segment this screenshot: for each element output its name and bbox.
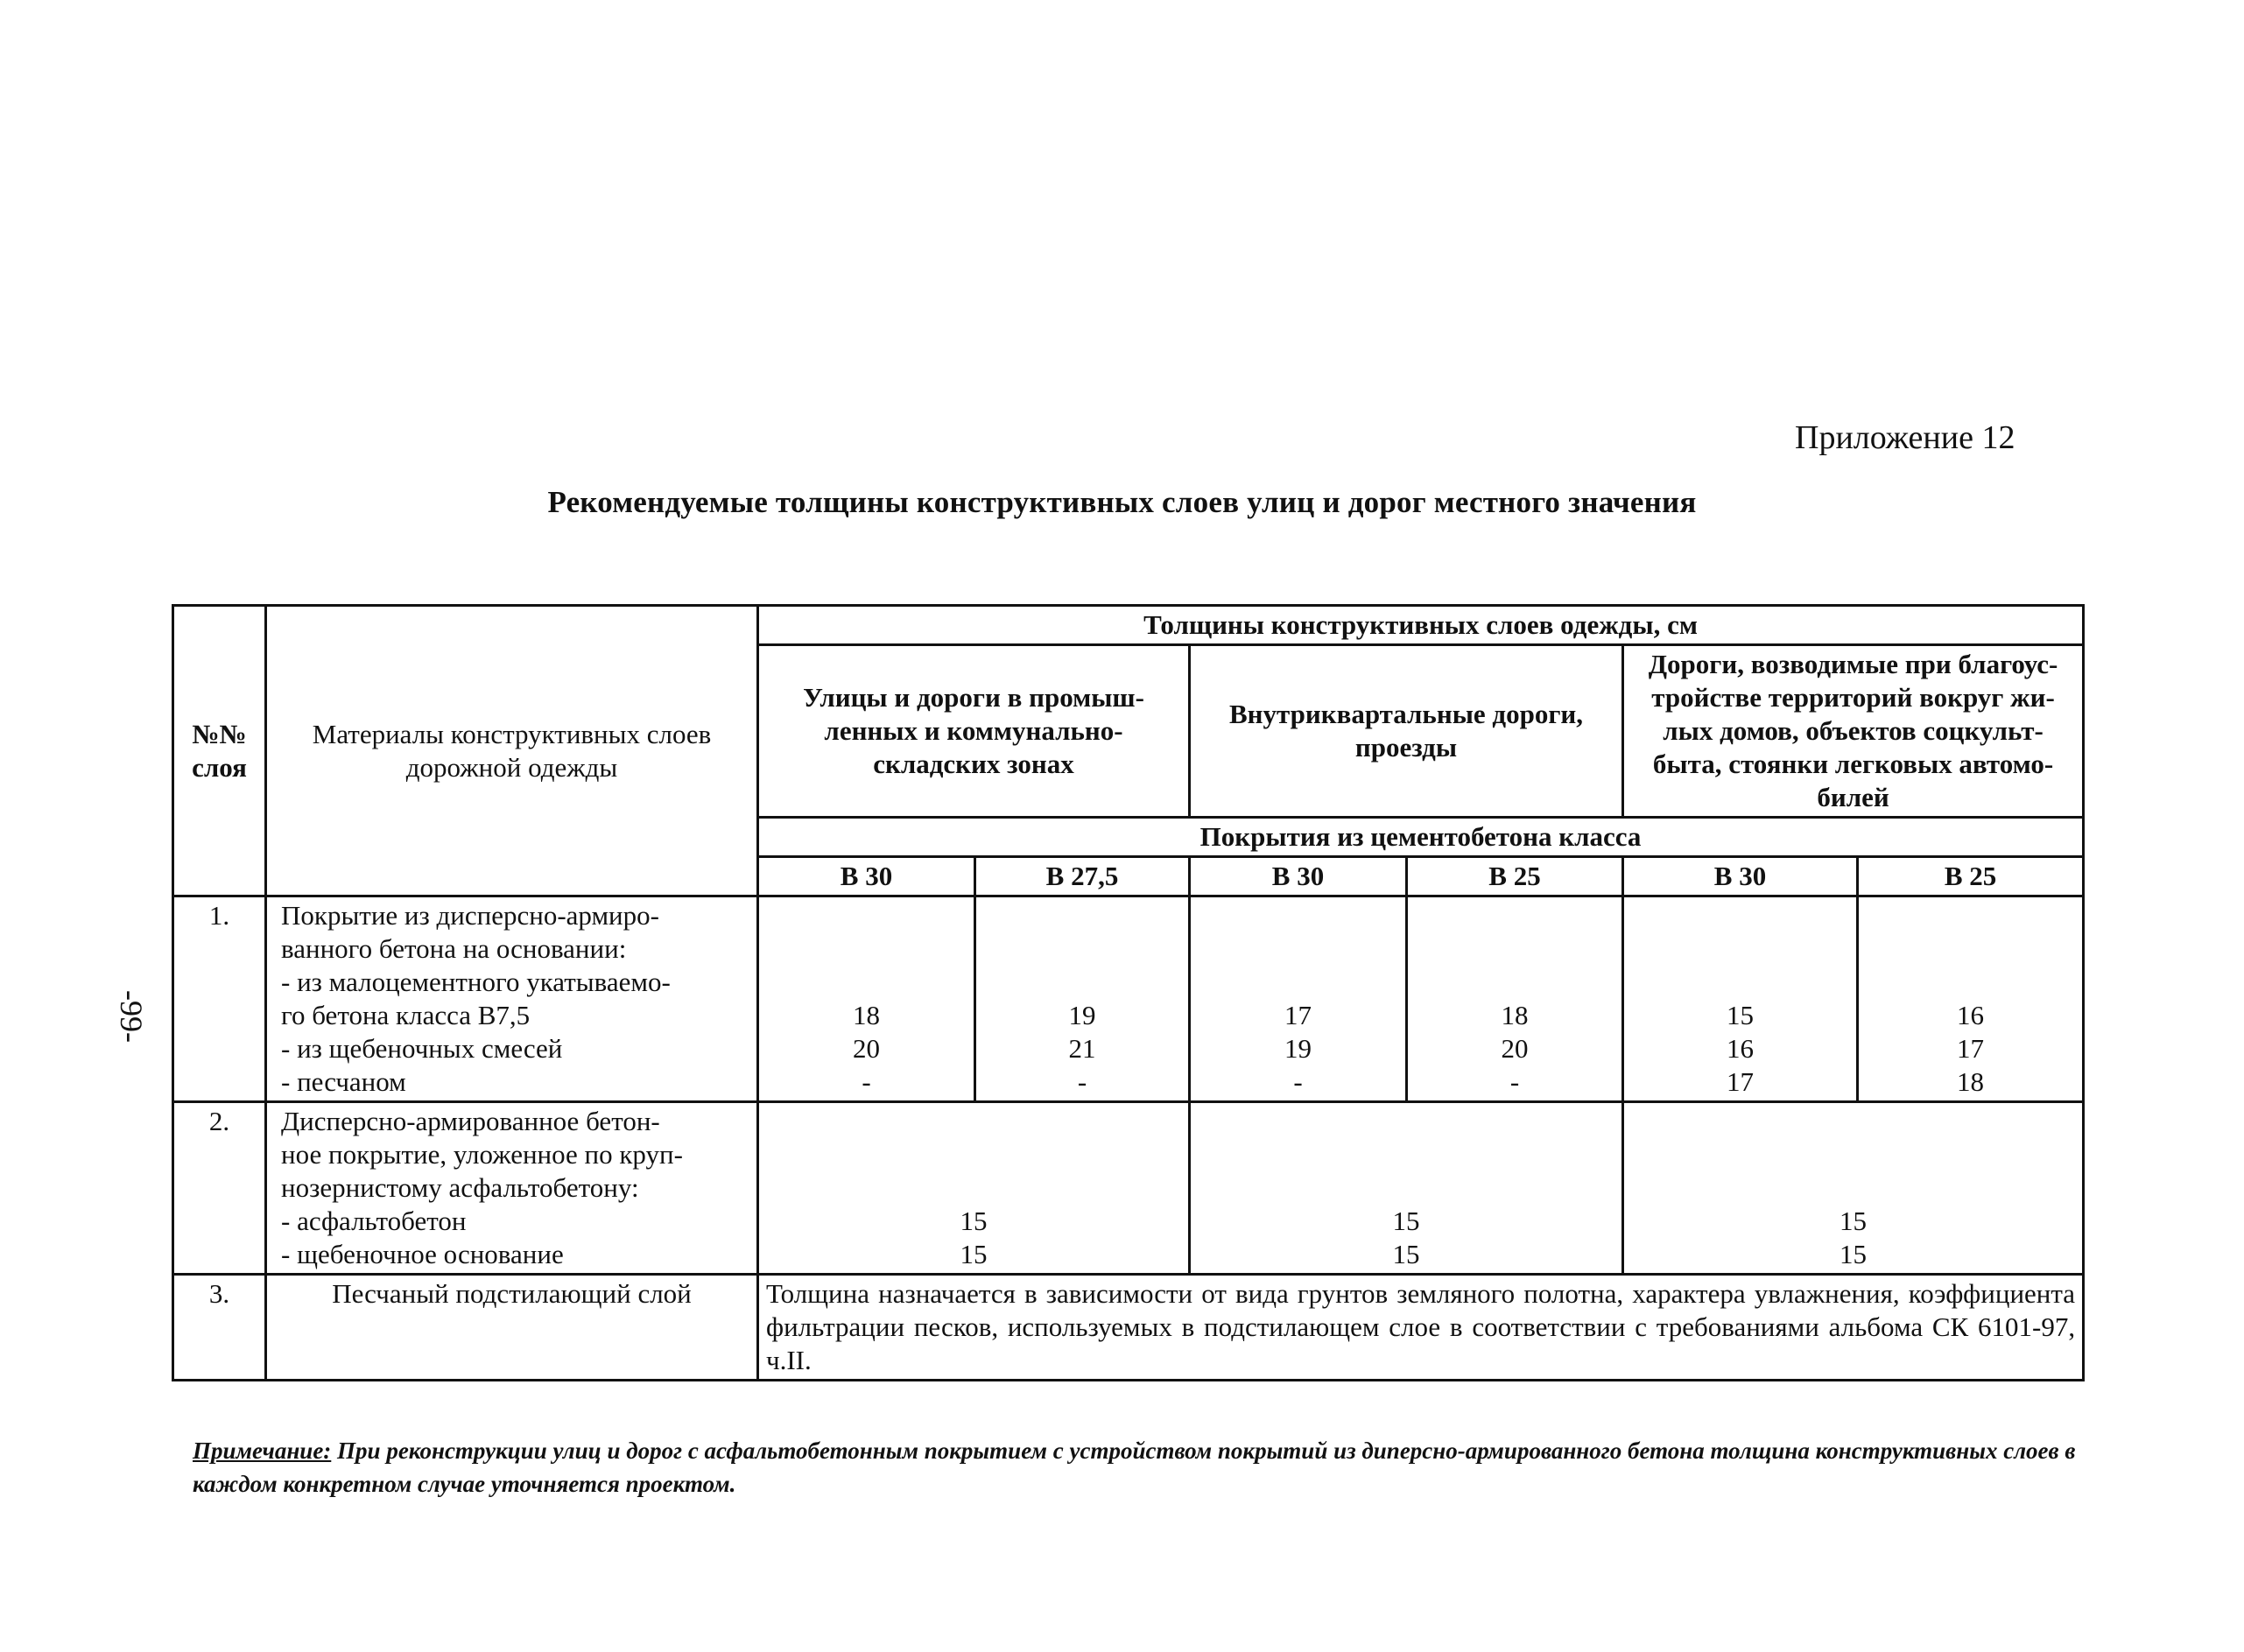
value: - [1293,1066,1303,1097]
row-number: 2. [173,1102,266,1275]
material-line: Дисперсно-армированное бетон- [281,1106,660,1136]
value: 15 [1840,1206,1868,1236]
value: 20 [1501,1033,1529,1064]
class-header: В 30 [1190,857,1407,896]
value-cell [1623,1102,2084,1275]
material-line: ное покрытие, уложенное по круп- [281,1139,683,1170]
concrete-class-header: Покрытия из цементобетона класса [758,818,2084,857]
row-number: 1. [173,896,266,1102]
table-row [173,1102,2084,1275]
row-number: 3. [173,1275,266,1381]
table-row [173,1275,2084,1381]
value-cell [1190,896,1407,1102]
material-line: - асфальтобетон [281,1206,467,1236]
col-header-materials: Материалы конструктивных слоев дорожной одежды [266,606,758,896]
value-cell [758,1102,1190,1275]
material-line: Покрытие из дисперсно-армиро- [281,900,659,931]
value-cell [975,896,1190,1102]
table-row [173,896,2084,1102]
material-line: - из малоцементного укатываемо- [281,967,671,997]
col-header-number: №№ слоя [173,606,266,896]
appendix-label: Приложение 12 [1795,419,2015,456]
road-type-industrial: Улицы и дороги в промыш-ленных и коммунально-складских зонах [758,645,1190,818]
row-material: Песчаный подстилающий слой [266,1275,758,1381]
value: 19 [1284,1033,1312,1064]
value-cell [1623,896,1858,1102]
road-type-intra-quarter: Внутриквартальные дороги, проезды [1190,645,1623,818]
value: - [1509,1066,1520,1097]
page-number: -99- [113,990,149,1043]
value-cell [1858,896,2084,1102]
value: 15 [1727,1000,1754,1030]
value: 21 [1068,1033,1096,1064]
value-cell [1407,896,1623,1102]
footnote-label: Примечание: [193,1438,332,1464]
value: 19 [1068,1000,1096,1030]
value-cell [758,896,975,1102]
class-header: В 30 [1623,857,1858,896]
road-type-residential: Дороги, возводимые при благоус-тройстве территорий вокруг жи-лых домов, объектов соцкульт-быта, стоянки легковых автомо-билей [1623,645,2084,818]
row-material [266,896,758,1102]
value-cell [1190,1102,1623,1275]
value: 15 [960,1206,988,1236]
material-line: нозернистому асфальтобетону: [281,1172,639,1203]
value: 16 [1727,1033,1754,1064]
page-title: Рекомендуемые толщины конструктивных слоев улиц и дорог местного значения [547,485,1697,519]
value: 18 [1501,1000,1529,1030]
class-header: В 25 [1407,857,1623,896]
material-line: - песчаном [281,1066,406,1097]
value: 15 [1840,1239,1868,1269]
row-material [266,1102,758,1275]
class-header: В 25 [1858,857,2084,896]
footnote-text: При реконструкции улиц и дорог с асфальтобетонным покрытием с устройством покрытий из диперсно-армированного бетона толщина конструктивных слоев в каждом конкретном случае уточняется проектом. [193,1438,2076,1497]
class-header: В 30 [758,857,975,896]
value: 15 [1392,1206,1420,1236]
value: 17 [1957,1033,1985,1064]
class-header: В 27,5 [975,857,1190,896]
value: 15 [1392,1239,1420,1269]
value: - [1077,1066,1087,1097]
value: 16 [1957,1000,1985,1030]
value: 15 [960,1239,988,1269]
material-line: - из щебеночных смесей [281,1033,563,1064]
value: 17 [1727,1066,1754,1097]
value: 20 [853,1033,880,1064]
footnote [193,1434,2084,1501]
value: 17 [1284,1000,1312,1030]
value: 18 [1957,1066,1985,1097]
material-line: ванного бетона на основании: [281,933,627,964]
layer-thickness-table [172,604,2085,1381]
value: - [862,1066,871,1097]
value: 18 [853,1000,880,1030]
thickness-group-header: Толщины конструктивных слоев одежды, см [758,606,2084,645]
material-line: - щебеночное основание [281,1239,564,1269]
row-description: Толщина назначается в зависимости от вида грунтов земляного полотна, характера увлажнения, коэффициента фильтрации песков, используемых в подстилающем слое в соответствии с требованиями альбома СК 6101-97, ч.II. [758,1275,2084,1381]
material-line: го бетона класса В7,5 [281,1000,531,1030]
